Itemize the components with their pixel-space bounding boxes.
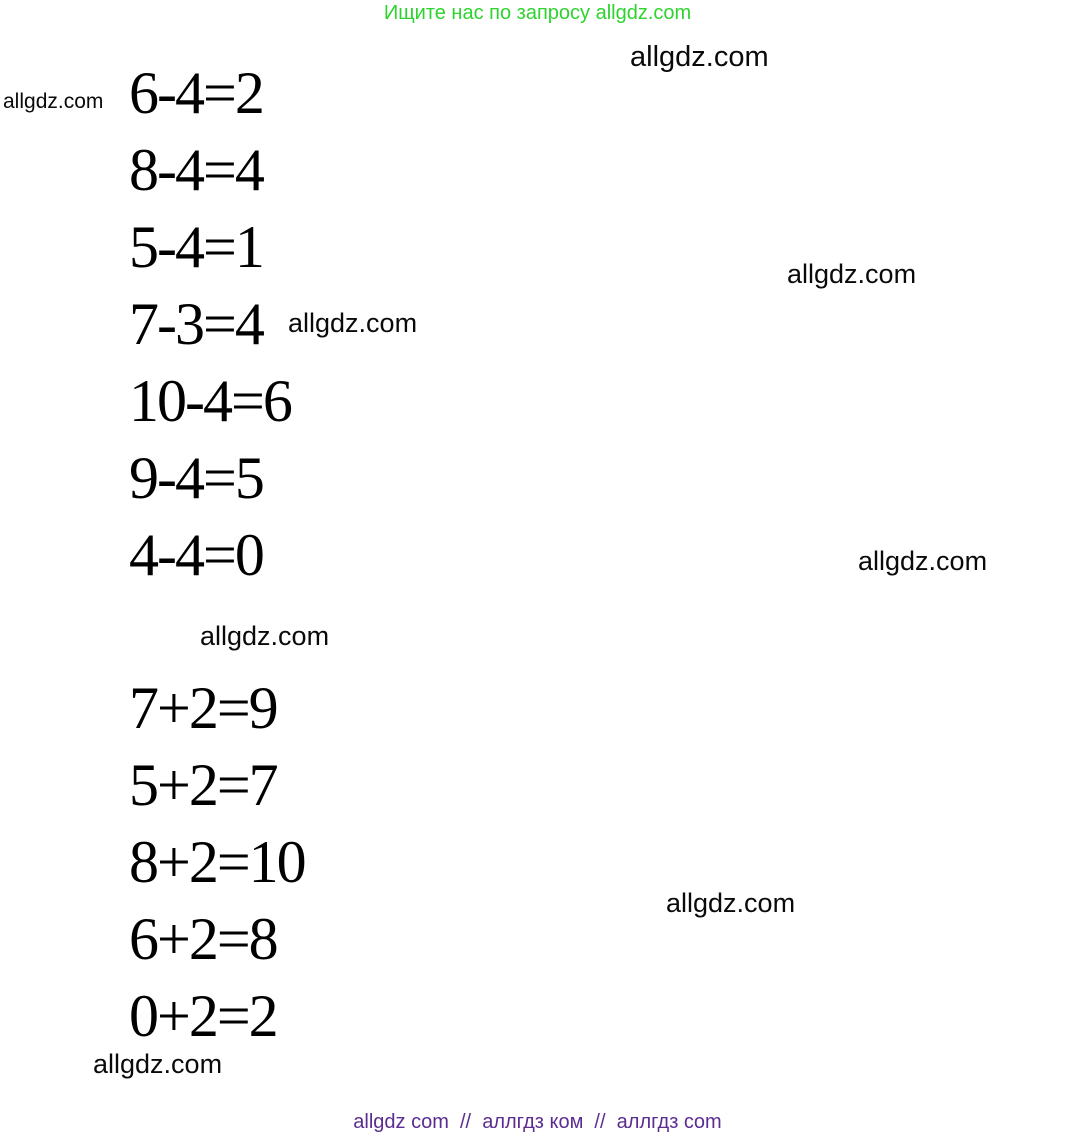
watermark-allgdz: allgdz.com: [630, 41, 769, 73]
equation-line: 4-4=0: [129, 522, 263, 588]
equation-line: 7+2=9: [129, 675, 277, 741]
equation-line: 0+2=2: [129, 983, 277, 1049]
equation-line: 7-3=4: [129, 291, 263, 357]
equation-line: 6+2=8: [129, 906, 277, 972]
equation-line: 5+2=7: [129, 752, 277, 818]
watermark-allgdz: allgdz.com: [288, 308, 418, 338]
promo-banner-text: Ищите нас по запросу allgdz.com: [383, 2, 692, 24]
watermark-allgdz: allgdz.com: [858, 546, 988, 576]
footer-domains-text: allgdz com // аллгдз ком // аллгдз com: [353, 1111, 722, 1133]
watermark-allgdz: allgdz.com: [200, 621, 330, 651]
equation-line: 5-4=1: [129, 214, 263, 280]
watermark-allgdz: allgdz.com: [93, 1049, 223, 1079]
watermark-allgdz: allgdz.com: [787, 259, 917, 289]
equation-line: 6-4=2: [129, 60, 263, 126]
equation-line: 9-4=5: [129, 445, 263, 511]
watermark-allgdz: allgdz.com: [3, 90, 104, 113]
equation-line: 10-4=6: [129, 368, 291, 434]
equation-line: 8-4=4: [129, 137, 263, 203]
watermark-allgdz: allgdz.com: [666, 888, 796, 918]
equation-line: 8+2=10: [129, 829, 305, 895]
